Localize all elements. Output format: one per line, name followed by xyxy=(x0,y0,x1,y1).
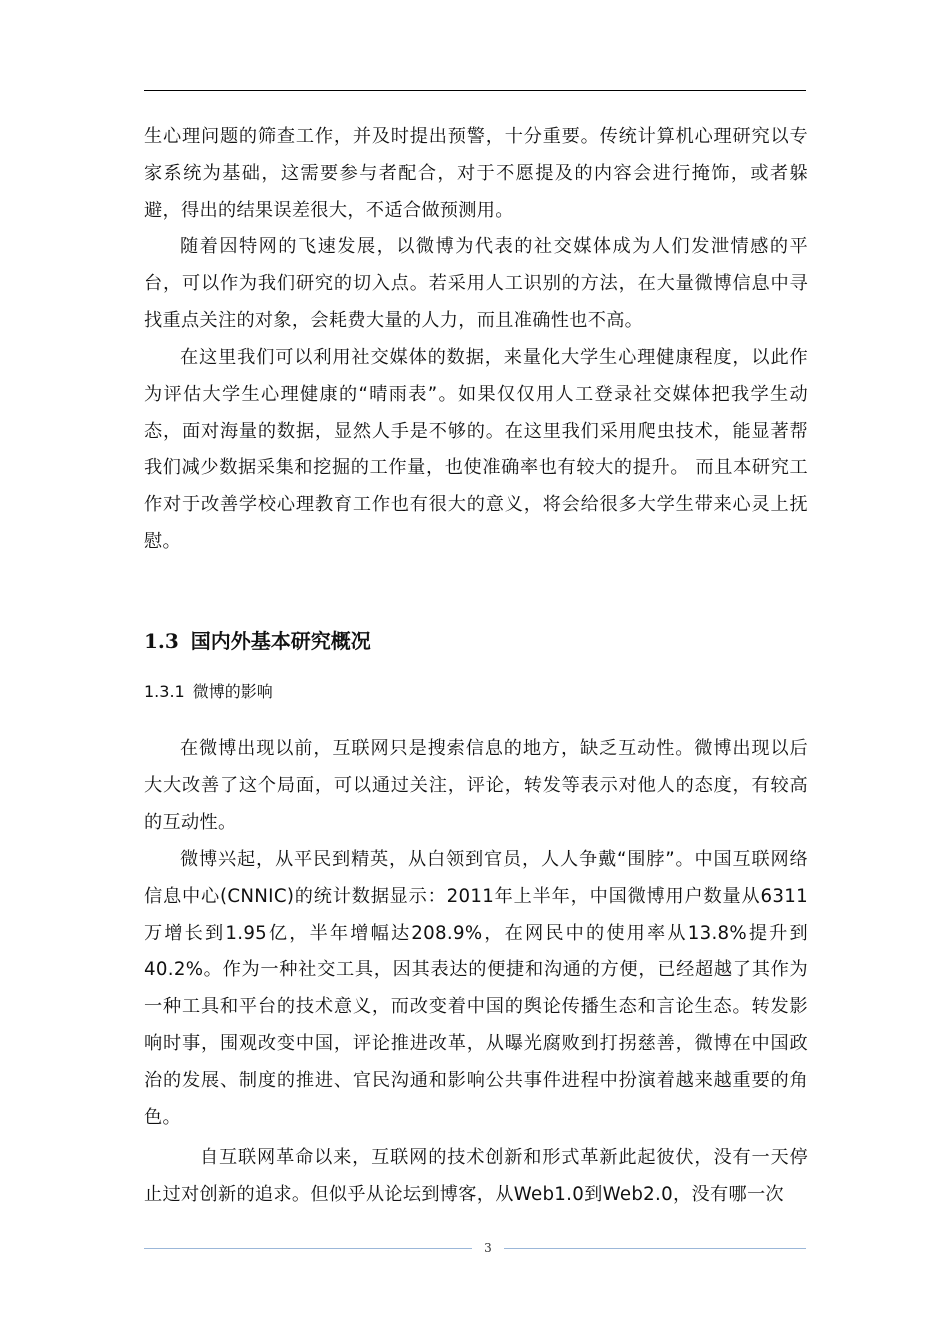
paragraph: 在这里我们可以利用社交媒体的数据，来量化大学生心理健康程度，以此作为评估大学生心理健康的“晴雨表”。如果仅仅用人工登录社交媒体把我学生动态，面对海量的数据，显然人手是不够的。在这里我们采用爬虫技术，能显著帮我们减少数据采集和挖掘的工作量，也使准确率也有较大的提升。 而且本研究工作对于改善学校心理教育工作也有很大的意义，将会给很多大学生带来心灵上抚慰。 xyxy=(144,347,808,552)
paragraph: 在微博出现以前，互联网只是搜索信息的地方，缺乏互动性。微博出现以后大大改善了这个局面，可以通过关注，评论，转发等表示对他人的态度，有较高的互动性。 xyxy=(144,738,808,833)
paragraph-continued: 生心理问题的筛查工作，并及时提出预警，十分重要。传统计算机心理研究以专家系统为基础，这需要参与者配合，对于不愿提及的内容会进行掩饰，或者躲避，得出的结果误差很大，不适合做预测用。 xyxy=(144,126,808,221)
subsection-title: 微博的影响 xyxy=(192,682,273,701)
subsection-number: 1.3.1 xyxy=(144,682,185,701)
paragraph: 微博兴起，从平民到精英，从白领到官员，人人争戴“围脖”。中国互联网络信息中心(CNNIC)的统计数据显示：2011年上半年，中国微博用户数量从6311万增长到1.95亿，半年增幅达208.9%，在网民中的使用率从13.8%提升到40.2%。作为一种社交工具，因其表达的便捷和沟通的方便，已经超越了其作为一种工具和平台的技术意义，而改变着中国的舆论传播生态和言论生态。转发影响时事，围观改变中国，评论推进改革，从曝光腐败到打拐慈善，微博在中国政治的发展、制度的推进、官民沟通和影响公共事件进程中扮演着越来越重要的角色。 xyxy=(144,849,808,1128)
header-rule xyxy=(144,90,806,91)
subsection-heading xyxy=(144,679,273,705)
section-number: 1.3 xyxy=(144,629,179,653)
section-title: 国内外基本研究概况 xyxy=(190,629,371,653)
footer-rule-right xyxy=(504,1248,806,1249)
section-heading xyxy=(144,626,371,656)
page-number: 3 xyxy=(484,1241,492,1255)
paragraph: 随着因特网的飞速发展，以微博为代表的社交媒体成为人们发泄情感的平台，可以作为我们研究的切入点。若采用人工识别的方法，在大量微博信息中寻找重点关注的对象，会耗费大量的人力，而且准确性也不高。 xyxy=(144,236,808,331)
footer-rule-left xyxy=(144,1248,472,1249)
paragraph: 自互联网革命以来，互联网的技术创新和形式革新此起彼伏，没有一天停止过对创新的追求。但似乎从论坛到博客，从Web1.0到Web2.0，没有哪一次 xyxy=(144,1147,808,1205)
